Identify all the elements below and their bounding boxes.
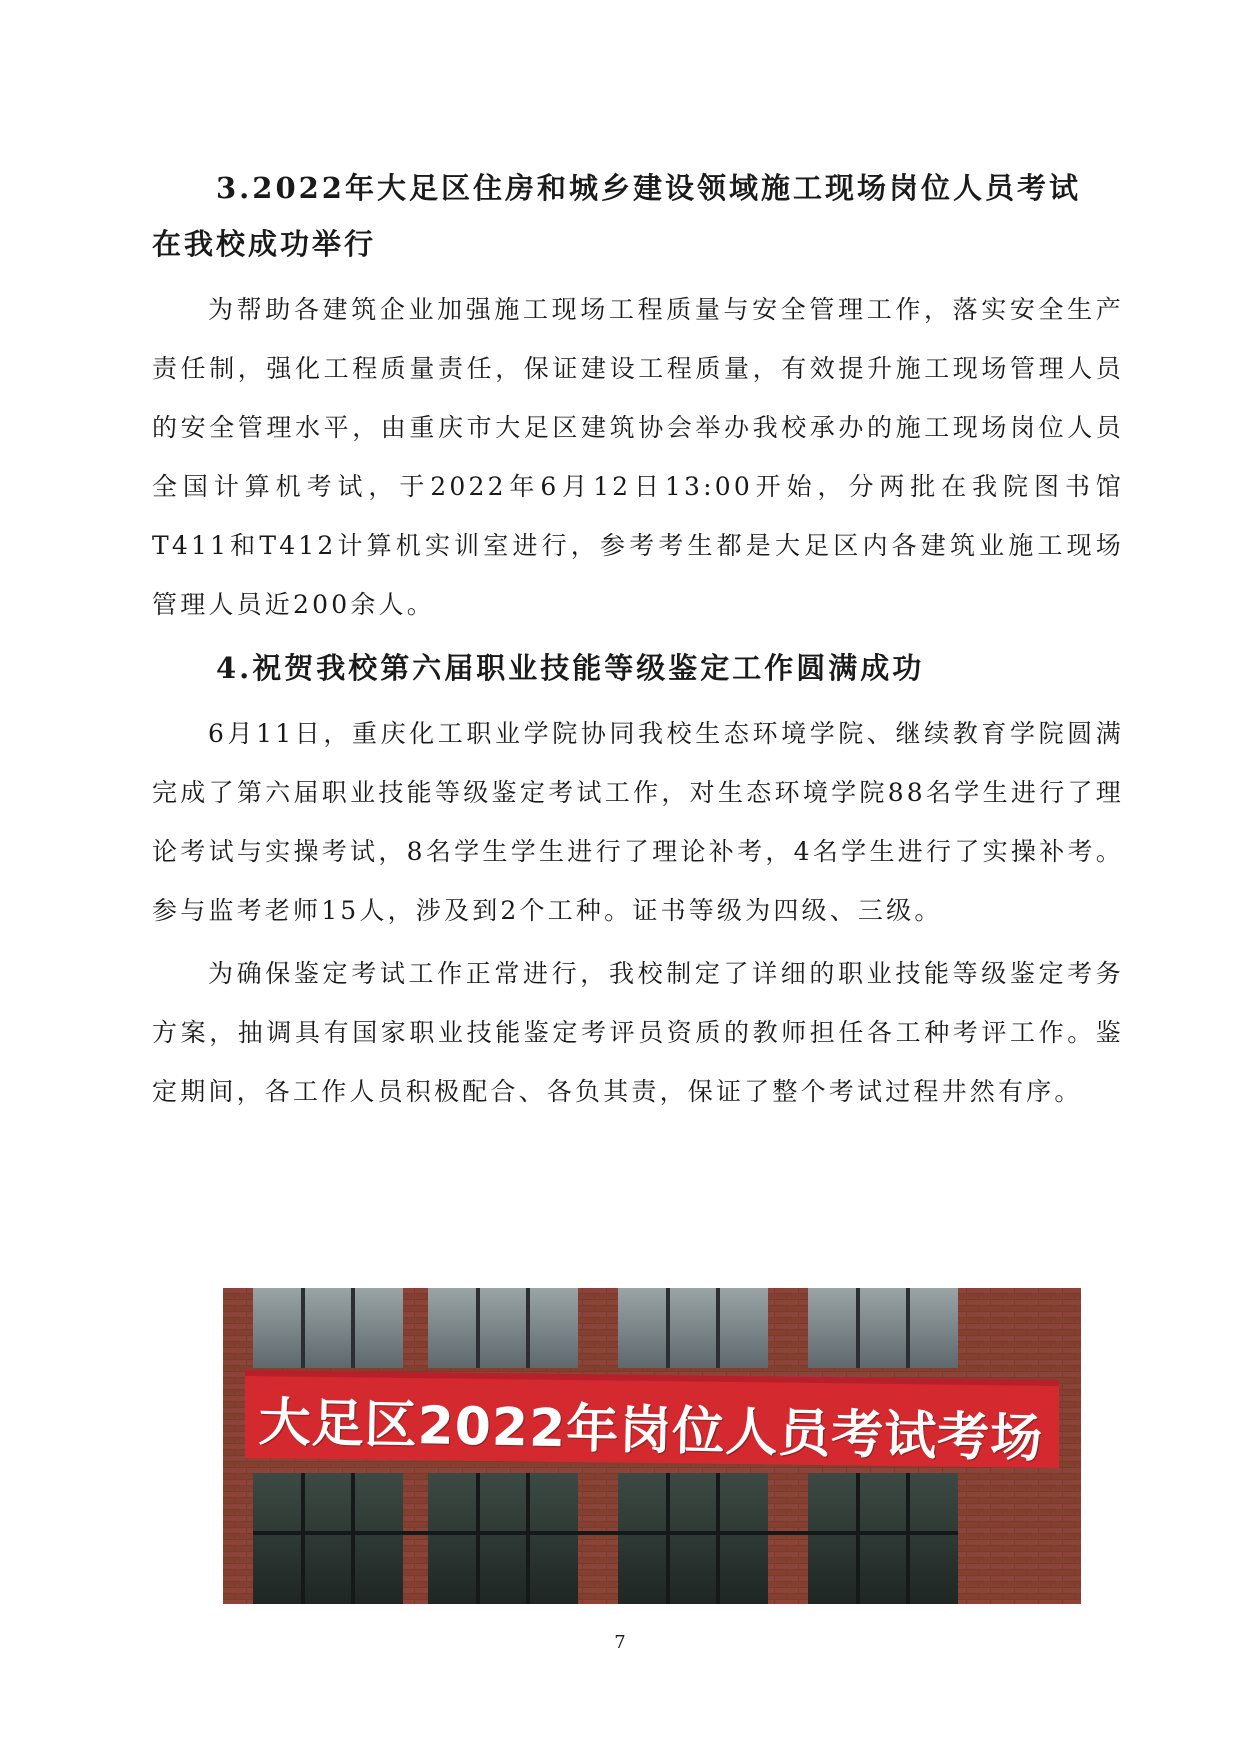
section-4-title: 4.祝贺我校第六届职业技能等级鉴定工作圆满成功	[216, 651, 925, 685]
section-4-paragraph-1: 6月11日，重庆化工职业学院协同我校生态环境学院、继续教育学院圆满完成了第六届职业技能等级鉴定考试工作，对生态环境学院88名学生进行了理论考试与实操考试，8名学生学生进行了理论补考，4名学生进行了实操补考。参与监考老师15人，涉及到2个工种。证书等级为四级、三级。	[152, 719, 1124, 925]
page-content	[152, 160, 1124, 1125]
section-3-title-line2: 在我校成功举行	[152, 227, 377, 261]
section-3-paragraph-1: 为帮助各建筑企业加强施工现场工程质量与安全管理工作，落实安全生产责任制，强化工程质量责任，保证建设工程质量，有效提升施工现场管理人员的安全管理水平，由重庆市大足区建筑协会举办我校承办的施工现场岗位人员全国计算机考试，于2022年6月12日13:00开始，分两批在我院图书馆T411和T412计算机实训室进行，参考考生都是大足区内各建筑业施工现场管理人员近200余人。	[152, 295, 1124, 619]
section-4-paragraph-2: 为确保鉴定考试工作正常进行，我校制定了详细的职业技能等级鉴定考务方案，抽调具有国家职业技能鉴定考评员资质的教师担任各工种考评工作。鉴定期间，各工作人员积极配合、各负其责，保证了整个考试过程井然有序。	[152, 959, 1124, 1106]
page-number: 7	[614, 1632, 626, 1653]
exam-venue-photo	[223, 1288, 1081, 1604]
section-3-title-line1: 3.2022年大足区住房和城乡建设领域施工现场岗位人员考试	[216, 171, 1081, 205]
banner-text: 大足区2022年岗位人员考试考场	[257, 1392, 1044, 1469]
section-3-title	[152, 160, 1124, 272]
